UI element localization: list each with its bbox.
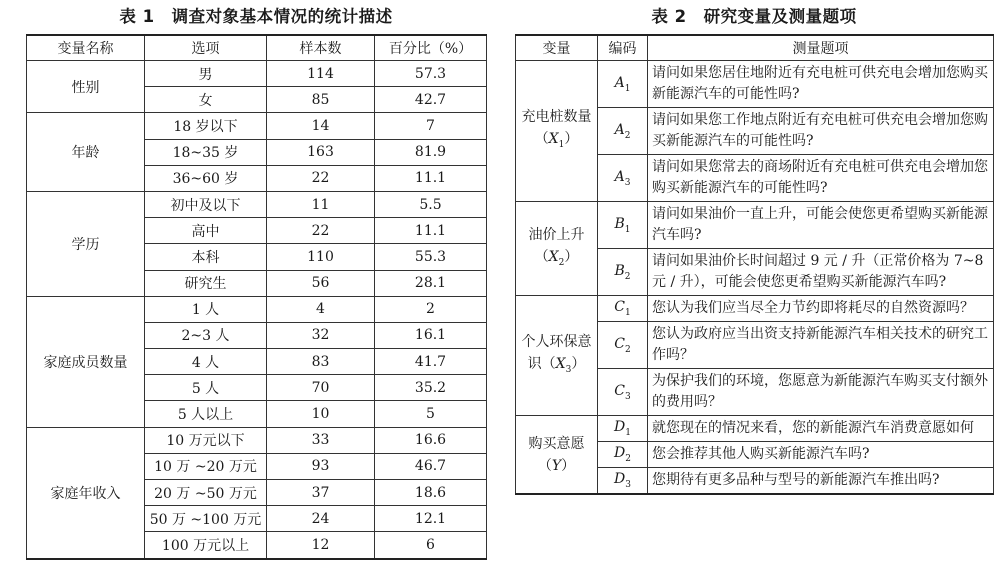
table2-variable-tail: ） <box>564 131 579 148</box>
table2-question-cell: 请问如果您常去的商场附近有充电桩可供充电会增加您购买新能源汽车的可能性吗? <box>648 155 994 202</box>
table1-percent-cell: 41.7 <box>375 349 487 375</box>
table1-row <box>27 296 487 322</box>
table1-option-cell: 50 万 ~100 万元 <box>145 506 267 532</box>
table2-variable-symbol: Y <box>551 457 562 474</box>
table1-count-cell: 14 <box>267 113 375 139</box>
table2-code-letter: B <box>614 215 625 232</box>
table1-percent-cell: 28.1 <box>375 270 487 296</box>
table1-count-cell: 11 <box>267 191 375 217</box>
table1-count-cell: 22 <box>267 165 375 191</box>
table2-question-cell: 就您现在的情况来看，您的新能源汽车消费意愿如何 <box>648 416 994 442</box>
table2-variable-name: 个人环保意识（ <box>521 333 592 372</box>
table2-question-cell: 请问如果您工作地点附近有充电桩可供充电会增加您购买新能源汽车的可能性吗? <box>648 108 994 155</box>
table1-option-cell: 男 <box>145 61 267 87</box>
table1-count-cell: 10 <box>267 401 375 427</box>
table1-count-cell: 83 <box>267 349 375 375</box>
table2-code-number: 3 <box>624 177 631 188</box>
table2-variable-subscript: 3 <box>565 364 572 375</box>
table1-group-name: 家庭年收入 <box>27 427 145 558</box>
table2-question-cell: 您会推荐其他人购买新能源汽车吗? <box>648 442 994 468</box>
table2 <box>515 34 994 495</box>
table1-count-cell: 110 <box>267 244 375 270</box>
table1-count-cell: 93 <box>267 453 375 479</box>
table2-code-cell <box>598 468 648 495</box>
table1-header-cell: 样本数 <box>267 35 375 61</box>
table1-percent-cell: 35.2 <box>375 375 487 401</box>
table2-header-cell: 变量 <box>516 35 598 61</box>
table1-option-cell: 18 岁以下 <box>145 113 267 139</box>
table2-variable-name: 油价上升（ <box>528 226 585 265</box>
table1-percent-cell: 11.1 <box>375 218 487 244</box>
table1-header-row <box>27 35 487 61</box>
table1-option-cell: 36~60 岁 <box>145 165 267 191</box>
table1-percent-cell: 7 <box>375 113 487 139</box>
table2-code-cell <box>598 202 648 249</box>
table2-code-cell <box>598 108 648 155</box>
table1-percent-cell: 18.6 <box>375 480 487 506</box>
table1-header-cell: 选项 <box>145 35 267 61</box>
table2-code-letter: C <box>614 299 625 316</box>
table1-percent-cell: 12.1 <box>375 506 487 532</box>
table1-count-cell: 12 <box>267 532 375 559</box>
table1-percent-cell: 57.3 <box>375 61 487 87</box>
table2-code-number: 2 <box>624 130 631 141</box>
table2-code-number: 1 <box>624 224 631 235</box>
table1-header-cell: 百分比（%） <box>375 35 487 61</box>
table2-code-letter: B <box>614 262 625 279</box>
table2-question-cell: 请问如果油价一直上升，可能会使您更希望购买新能源汽车吗? <box>648 202 994 249</box>
table1-count-cell: 56 <box>267 270 375 296</box>
table2-variable-symbol: X <box>555 355 566 372</box>
table2-code-cell <box>598 155 648 202</box>
table2-code-letter: A <box>614 168 625 185</box>
table2-code-letter: C <box>614 382 625 399</box>
table2-question-cell: 请问如果油价长时间超过 9 元 / 升（正常价格为 7~8 元 / 升），可能会使您更希望购买新能源汽车吗? <box>648 249 994 296</box>
table1-option-cell: 研究生 <box>145 270 267 296</box>
table1-option-cell: 2~3 人 <box>145 322 267 348</box>
table1-group-name: 家庭成员数量 <box>27 296 145 427</box>
table2-variable-name: 购买意愿（ <box>528 435 585 474</box>
table1-group-name: 学历 <box>27 191 145 296</box>
table2-header-cell: 测量题项 <box>648 35 994 61</box>
table2-code-number: 3 <box>625 479 631 490</box>
table1-group-name: 年龄 <box>27 113 145 192</box>
table1-percent-cell: 2 <box>375 296 487 322</box>
table2-header-cell: 编码 <box>598 35 648 61</box>
table2-panel <box>515 0 993 495</box>
table2-question-cell: 您期待有更多品种与型号的新能源汽车推出吗? <box>648 468 994 495</box>
table2-row <box>516 61 994 108</box>
table2-variable-subscript: 1 <box>558 139 565 150</box>
table1-option-cell: 10 万 ~20 万元 <box>145 453 267 479</box>
table1-option-cell: 1 人 <box>145 296 267 322</box>
table1-count-cell: 163 <box>267 139 375 165</box>
table2-code-cell <box>598 249 648 296</box>
table1-percent-cell: 46.7 <box>375 453 487 479</box>
table2-code-letter: A <box>614 121 625 138</box>
table1-option-cell: 5 人以上 <box>145 401 267 427</box>
table2-header-row <box>516 35 994 61</box>
table2-variable-cell <box>516 202 598 296</box>
table1-group-name: 性别 <box>27 61 145 113</box>
table2-question-cell: 为保护我们的环境，您愿意为新能源汽车购买支付额外的费用吗？ <box>648 369 994 416</box>
table1-count-cell: 114 <box>267 61 375 87</box>
table1-row <box>27 61 487 87</box>
table1-percent-cell: 81.9 <box>375 139 487 165</box>
table2-variable-tail: ） <box>571 355 586 372</box>
table1-row <box>27 427 487 453</box>
table2-code-number: 3 <box>624 391 631 402</box>
table2-variable-subscript: 2 <box>558 257 565 268</box>
table2-variable-name: 充电桩数量（ <box>521 109 592 148</box>
table2-variable-cell <box>516 61 598 202</box>
table2-question-cell: 您认为政府应当出资支持新能源汽车相关技术的研究工作吗？ <box>648 322 994 369</box>
table2-code-cell <box>598 61 648 108</box>
table2-variable-symbol: X <box>548 248 559 265</box>
table2-code-cell <box>598 296 648 322</box>
table1-option-cell: 女 <box>145 87 267 113</box>
table2-question-cell: 您认为我们应当尽全力节约即将耗尽的自然资源吗？ <box>648 296 994 322</box>
table1-count-cell: 33 <box>267 427 375 453</box>
table2-variable-symbol: X <box>548 131 559 148</box>
table1-count-cell: 24 <box>267 506 375 532</box>
table2-code-number: 2 <box>624 271 631 282</box>
table2-caption: 表 2 研究变量及测量题项 <box>651 7 857 26</box>
table1-percent-cell: 16.6 <box>375 427 487 453</box>
table1 <box>26 34 487 560</box>
table2-code-cell <box>598 442 648 468</box>
table1-option-cell: 10 万元以下 <box>145 427 267 453</box>
table1-option-cell: 高中 <box>145 218 267 244</box>
table1-row <box>27 113 487 139</box>
table2-question-cell: 请问如果您居住地附近有充电桩可供充电会增加您购买新能源汽车的可能性吗? <box>648 61 994 108</box>
table2-variable-tail: ） <box>561 457 576 474</box>
table1-option-cell: 本科 <box>145 244 267 270</box>
table1-percent-cell: 42.7 <box>375 87 487 113</box>
table1-percent-cell: 11.1 <box>375 165 487 191</box>
table2-code-letter: D <box>614 419 626 436</box>
table1-count-cell: 37 <box>267 480 375 506</box>
table1-option-cell: 5 人 <box>145 375 267 401</box>
table2-row <box>516 416 994 442</box>
table1-option-cell: 初中及以下 <box>145 191 267 217</box>
table2-code-cell <box>598 416 648 442</box>
table2-code-letter: C <box>614 335 625 352</box>
table2-code-number: 1 <box>624 307 631 318</box>
table1-percent-cell: 5 <box>375 401 487 427</box>
table1-count-cell: 22 <box>267 218 375 244</box>
table2-code-number: 1 <box>625 427 631 438</box>
table1-percent-cell: 55.3 <box>375 244 487 270</box>
table1-count-cell: 85 <box>267 87 375 113</box>
table1-percent-cell: 5.5 <box>375 191 487 217</box>
table1-option-cell: 100 万元以上 <box>145 532 267 559</box>
table2-code-cell <box>598 322 648 369</box>
table1-percent-cell: 16.1 <box>375 322 487 348</box>
table1-percent-cell: 6 <box>375 532 487 559</box>
table2-variable-cell <box>516 416 598 495</box>
table1-panel <box>26 0 486 560</box>
table2-code-letter: A <box>614 74 625 91</box>
table2-row <box>516 202 994 249</box>
table2-variable-tail: ） <box>564 248 579 265</box>
table2-code-number: 1 <box>624 83 631 94</box>
table1-count-cell: 70 <box>267 375 375 401</box>
table2-row <box>516 296 994 322</box>
table2-variable-cell <box>516 296 598 416</box>
table1-header-cell: 变量名称 <box>27 35 145 61</box>
table1-count-cell: 4 <box>267 296 375 322</box>
table1-option-cell: 20 万 ~50 万元 <box>145 480 267 506</box>
table1-count-cell: 32 <box>267 322 375 348</box>
table1-row <box>27 191 487 217</box>
table2-code-letter: D <box>614 471 626 488</box>
table1-option-cell: 4 人 <box>145 349 267 375</box>
table2-code-cell <box>598 369 648 416</box>
table2-code-letter: D <box>614 445 626 462</box>
table2-code-number: 2 <box>625 453 631 464</box>
table1-caption: 表 1 调查对象基本情况的统计描述 <box>119 7 393 26</box>
table2-code-number: 2 <box>624 344 631 355</box>
table1-option-cell: 18~35 岁 <box>145 139 267 165</box>
